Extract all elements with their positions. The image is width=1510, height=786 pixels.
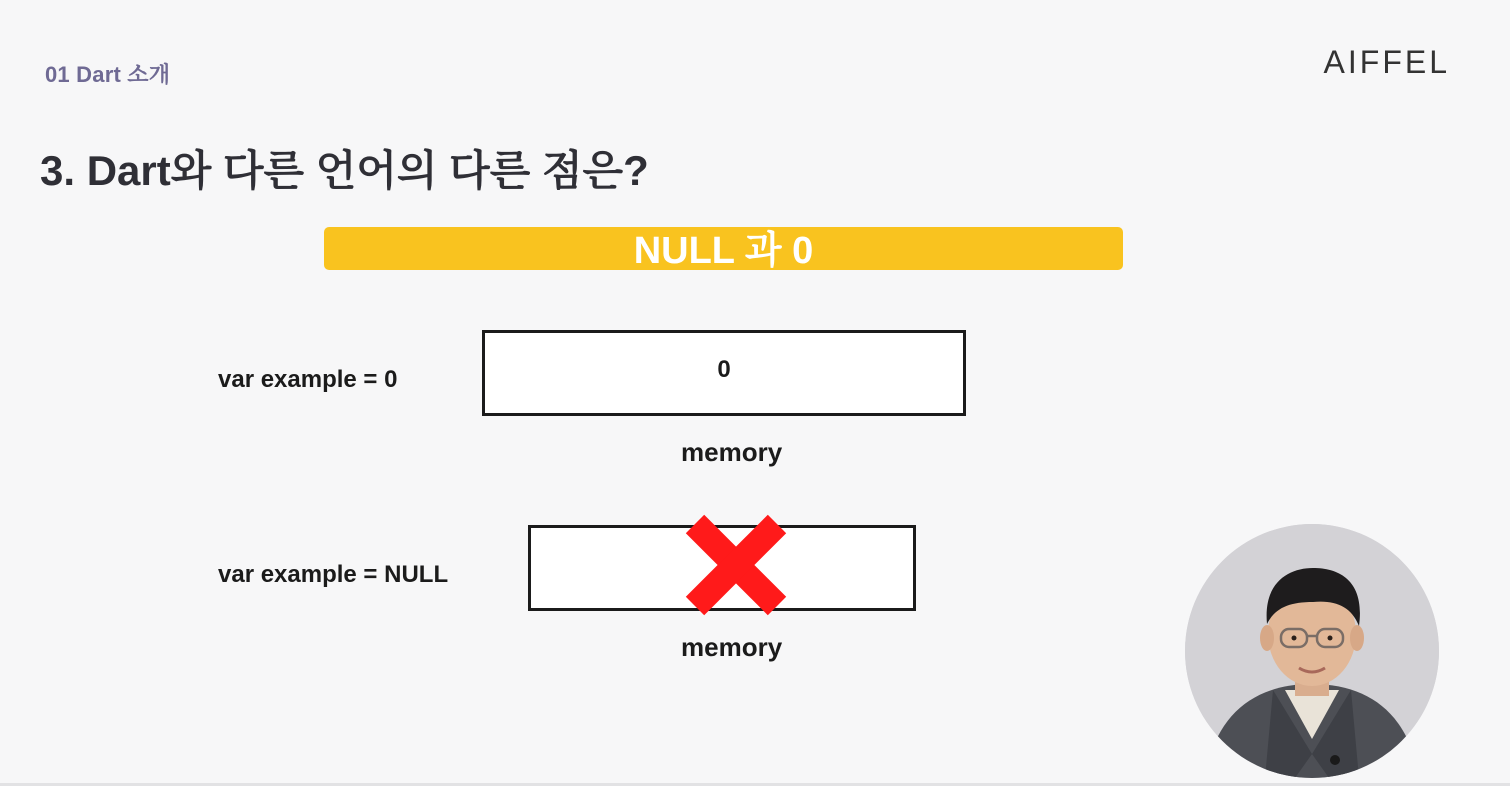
slide-title: 3. Dart와 다른 언어의 다른 점은?	[40, 147, 649, 194]
memory-caption-null: memory	[681, 632, 783, 662]
cross-icon	[683, 512, 789, 618]
memory-box-zero	[482, 330, 966, 416]
presenter-video	[1185, 524, 1439, 778]
code-label-null: var example = NULL	[218, 561, 449, 588]
section-label: 01 Dart 소개	[45, 62, 171, 87]
memory-value: 0	[717, 356, 731, 383]
topic-banner	[324, 227, 1123, 270]
code-label-zero: var example = 0	[218, 366, 398, 393]
memory-caption-zero: memory	[681, 437, 783, 467]
banner-text: NULL 과 0	[633, 229, 814, 272]
presenter-avatar-icon	[1185, 524, 1439, 778]
brand-logo: AIFFEL	[1323, 44, 1450, 80]
